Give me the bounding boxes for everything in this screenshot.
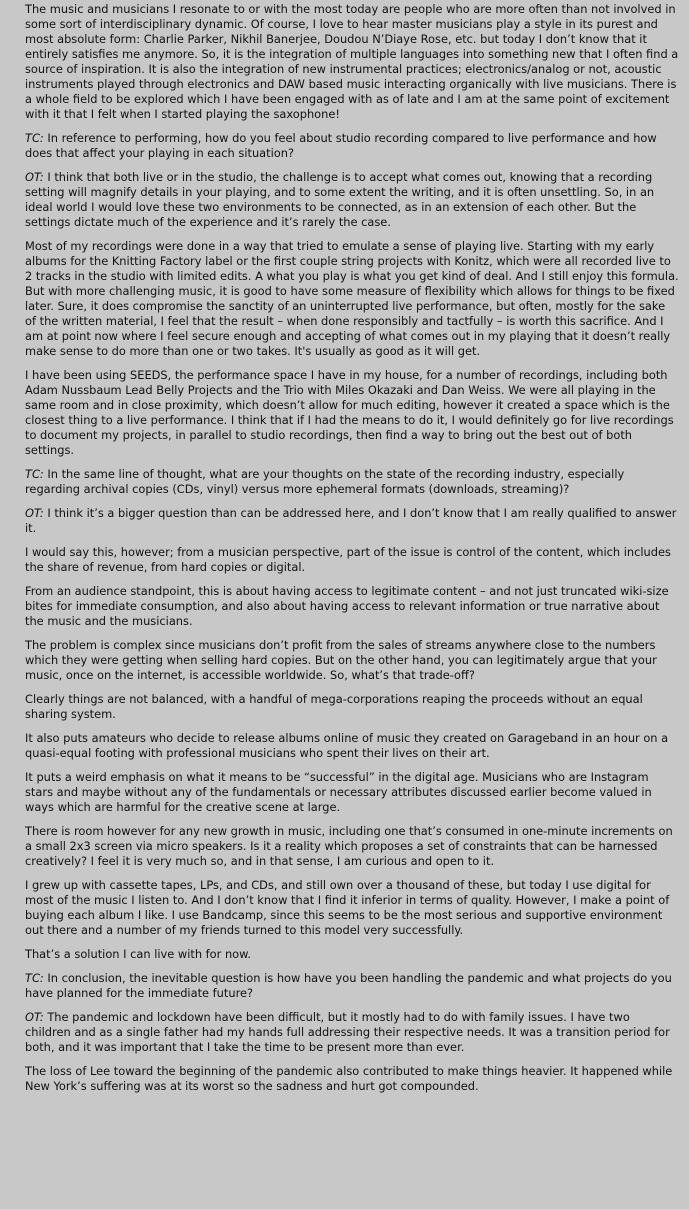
- paragraph-text: I would say this, however; from a musician perspective, part of the issue is control of the content, which includes the share of revenue, from hard copies or digital.: [25, 545, 671, 574]
- paragraph-text: The music and musicians I resonate to or with the most today are people who are more often than not involved in some sort of interdisciplinary dynamic. Of course, I love to hear master musicians play a style in its purest and most absolute form: Charlie Parker, Nikhil Banerjee, Doudou N’Diaye Rose, etc. but today I don’t know that it entirely satisfies me anymore. So, it is the integration of multiple languages into something new that I often find a source of inspiration. It is also the integration of new instrumental practices; electronics/analog or not, acoustic instruments played through electronics and DAW based music interacting organically with live musicians. There is a whole field to be explored which I have been engaged with as of late and I am at the same point of excitement with it that I felt when I started playing the saxophone!: [25, 2, 679, 121]
- article-paragraph: [25, 638, 679, 683]
- paragraph-text: There is room however for any new growth in music, including one that’s consumed in one-minute increments on a small 2x3 screen via micro speakers. Is it a reality which proposes a set of constraints that can be harnessed creatively? I feel it is very much so, and in that sense, I am curious and open to it.: [25, 824, 673, 868]
- article-paragraph: [25, 1064, 679, 1094]
- article-paragraph: [25, 1010, 679, 1055]
- speaker-label: OT:: [25, 170, 44, 184]
- paragraph-text: It also puts amateurs who decide to release albums online of music they created on Garageband in an hour on a quasi-equal footing with professional musicians who spent their lives on their art.: [25, 731, 669, 760]
- paragraph-text: It puts a weird emphasis on what it means to be “successful” in the digital age. Musicians who are Instagram stars and maybe without any of the fundamentals or necessary attributes discussed earlier become valued in ways which are harmful for the creative scene at large.: [25, 770, 652, 814]
- article-paragraph: [25, 2, 679, 122]
- article-paragraph: [25, 584, 679, 629]
- speaker-label: TC:: [25, 131, 44, 145]
- speaker-label: OT:: [25, 506, 44, 520]
- speaker-label: TC:: [25, 467, 44, 481]
- paragraph-text: The loss of Lee toward the beginning of the pandemic also contributed to make things heavier. It happened while New York’s suffering was at its worst so the sadness and hurt got compounded.: [25, 1064, 673, 1093]
- paragraph-text: Clearly things are not balanced, with a handful of mega-corporations reaping the proceeds without an equal sharing system.: [25, 692, 643, 721]
- paragraph-text: Most of my recordings were done in a way that tried to emulate a sense of playing live. Starting with my early albums for the Knitting Factory label or the first couple string projects with Konitz, which were all recorded live to 2 tracks in the studio with limited edits. A what you play is what you get kind of deal. And I still enjoy this formula. But with more challenging music, it is good to have some measure of flexibility which allows for things to be fixed later. Sure, it does compromise the sanctity of an uninterrupted live performance, but often, mostly for the sake of the written material, I feel that the result – when done responsibly and tactfully – is worth this sacrifice. And I am at point now where I feel secure enough and accepting of what comes out in my playing that it doesn’t really make sense to do more than one or two takes. It's usually as good as it will get.: [25, 239, 679, 358]
- article-paragraph: [25, 506, 679, 536]
- article-paragraph: [25, 971, 679, 1001]
- paragraph-text: The pandemic and lockdown have been difficult, but it mostly had to do with family issues. I have two children and as a single father had my hands full addressing their respective needs. It was a transition period for both, and it was important that I take the time to be present more than ever.: [25, 1010, 670, 1054]
- paragraph-text: I have been using SEEDS, the performance space I have in my house, for a number of recordings, including both Adam Nussbaum Lead Belly Projects and the Trio with Miles Okazaki and Dan Weiss. We were all playing in the same room and in close proximity, which doesn’t allow for much editing, however it created a space which is the closest thing to a live performance. I think that if I had the means to do it, I would definitely go for live recordings to document my projects, in parallel to studio recordings, then find a way to bring out the best out of both settings.: [25, 368, 674, 457]
- speaker-label: TC:: [25, 971, 44, 985]
- article-paragraph: [25, 947, 679, 962]
- article-paragraph: [25, 467, 679, 497]
- article-paragraph: [25, 692, 679, 722]
- paragraph-text: The problem is complex since musicians don’t profit from the sales of streams anywhere close to the numbers which they were getting when selling hard copies. But on the other hand, you can legitimately argue that your music, once on the internet, is accessible worldwide. So, what’s that trade-off?: [25, 638, 657, 682]
- paragraph-text: I think it’s a bigger question than can be addressed here, and I don’t know that I am really qualified to answer it.: [25, 506, 677, 535]
- speaker-label: OT:: [25, 1010, 44, 1024]
- article-paragraph: [25, 731, 679, 761]
- paragraph-text: In reference to performing, how do you feel about studio recording compared to live performance and how does that affect your playing in each situation?: [25, 131, 657, 160]
- article-paragraph: [25, 239, 679, 359]
- article-paragraph: [25, 170, 679, 230]
- article-paragraph: [25, 770, 679, 815]
- article-paragraph: [25, 368, 679, 458]
- article-paragraph: [25, 131, 679, 161]
- paragraph-text: I think that both live or in the studio, the challenge is to accept what comes out, knowing that a recording setting will magnify details in your playing, and to some extent the writing, and it is often unsettling. So, in an ideal world I would love these two environments to be connected, as in an extension of each other. But the settings dictate much of the experience and it’s rarely the case.: [25, 170, 655, 229]
- article-paragraph: [25, 878, 679, 938]
- paragraph-text: In conclusion, the inevitable question is how have you been handling the pandemic and what projects do you have planned for the immediate future?: [25, 971, 672, 1000]
- paragraph-text: I grew up with cassette tapes, LPs, and CDs, and still own over a thousand of these, but today I use digital for most of the music I listen to. And I don’t know that I find it inferior in terms of quality. However, I make a point of buying each album I like. I use Bandcamp, since this seems to be the most serious and supportive environment out there and a number of my friends turned to this model very successfully.: [25, 878, 670, 937]
- article-paragraph: [25, 824, 679, 869]
- paragraph-text: In the same line of thought, what are your thoughts on the state of the recording industry, especially regarding archival copies (CDs, vinyl) versus more ephemeral formats (downloads, streaming)?: [25, 467, 625, 496]
- paragraph-text: That’s a solution I can live with for now.: [25, 947, 252, 961]
- article-paragraph: [25, 545, 679, 575]
- paragraph-text: From an audience standpoint, this is about having access to legitimate content – and not just truncated wiki-size bites for immediate consumption, and also about having access to relevant information or true narrative about the music and the musicians.: [25, 584, 669, 628]
